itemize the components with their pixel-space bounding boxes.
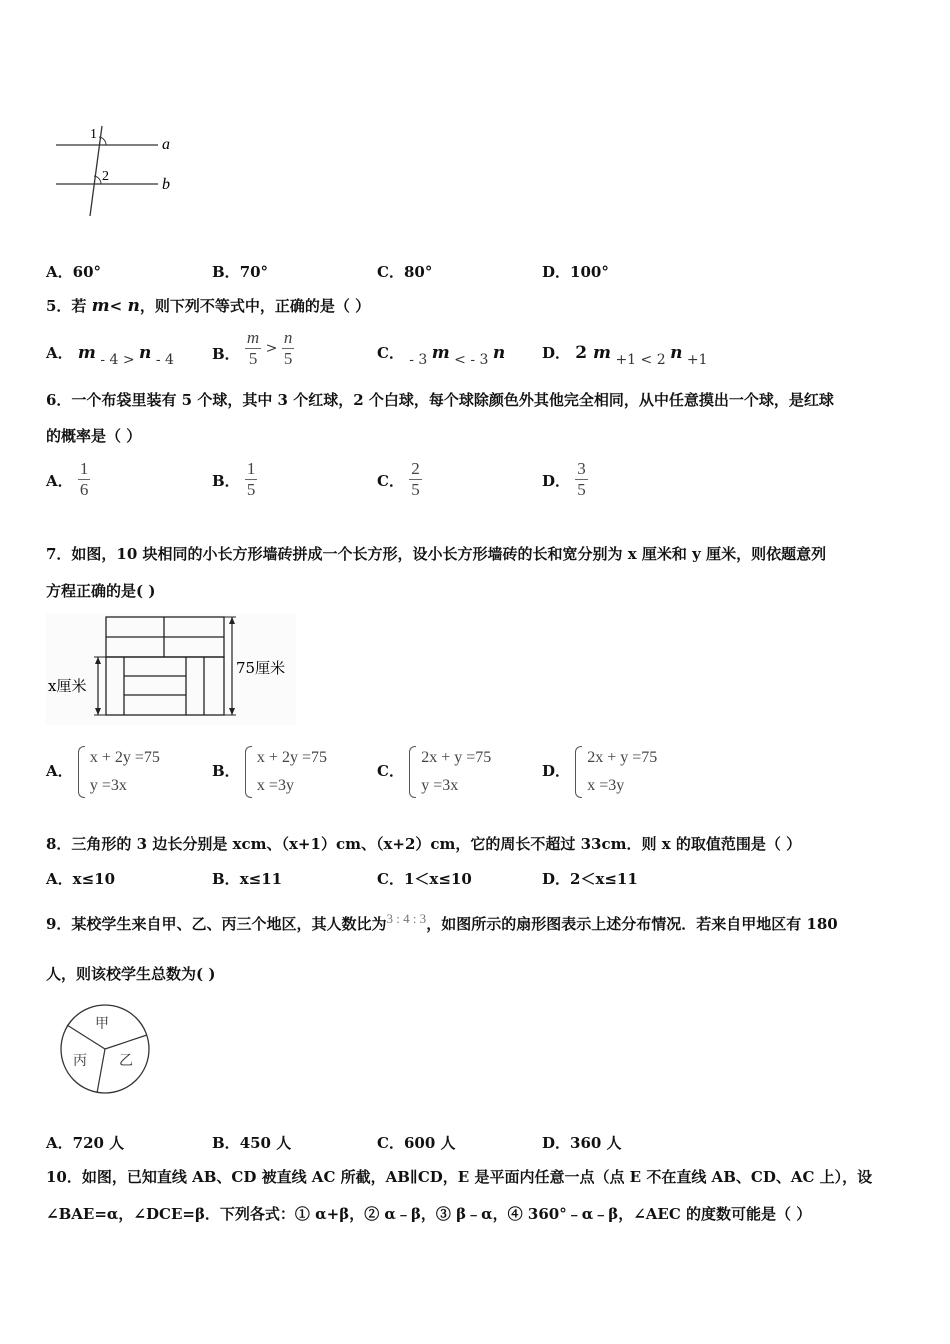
q7-option-c[interactable]: C． 2x + y =75 y =3x [377, 744, 491, 800]
q5-option-b[interactable]: B． $\frac{m}{5}$ > $\frac{n}{5}$ [212, 328, 293, 368]
q5-stem: 5．若 m< n，则下列不等式中，正确的是（ ） [46, 296, 371, 316]
x-cm-label: x厘米 [48, 677, 87, 695]
q7-option-a[interactable]: A． x + 2y =75 y =3x [46, 744, 160, 800]
q6-stem-line1: 6．一个布袋里装有 5 个球，其中 3 个红球，2 个白球，每个球除颜色外其他完全相同，从中任意摸出一个球，是红球 [46, 391, 834, 409]
q6-option-d[interactable]: D． $\frac{3}{5}$ [542, 459, 586, 499]
q8-option-b[interactable]: B．x≤11 [212, 870, 283, 888]
q10-stem-line1: 10．如图，已知直线 AB、CD 被直线 AC 所截，AB∥CD，E 是平面内任意一点（点 E 不在直线 AB、CD、AC 上），设 [46, 1168, 873, 1186]
parallel-lines-figure [50, 118, 190, 223]
q9-option-c[interactable]: C．600 人 [377, 1134, 456, 1152]
pie-chart-figure [55, 1003, 155, 1095]
q9-stem-line2: 人，则该校学生总数为( ) [46, 965, 216, 983]
q6-stem-line2: 的概率是（ ） [46, 427, 142, 445]
q5-option-d[interactable]: D． 2 m +1 < 2 n +1 [542, 343, 708, 368]
pie-label-yi: 乙 [119, 1053, 133, 1069]
line-a-label: a [162, 136, 170, 153]
q9-stem-line1: 9．某校学生来自甲、乙、丙三个地区，其人数比为3 : 4 : 3，如图所示的扇形图表示上述分布情况．若来自甲地区有 180 [46, 911, 838, 933]
pie-label-jia: 甲 [95, 1016, 109, 1032]
ratio-text: 3 : 4 : 3 [386, 911, 427, 926]
q9-option-d[interactable]: D．360 人 [542, 1134, 622, 1152]
75cm-label: 75厘米 [236, 659, 286, 677]
pie-label-bing: 丙 [73, 1053, 87, 1069]
q8-option-c[interactable]: C．1＜x≤10 [377, 870, 472, 888]
q8-option-a[interactable]: A．x≤10 [46, 870, 116, 888]
angle-2-label: 2 [102, 169, 109, 184]
q8-stem: 8．三角形的 3 边长分别是 xcm、（x+1）cm、（x+2）cm，它的周长不超过 33cm．则 x 的取值范围是（ ） [46, 835, 802, 853]
q4-option-a[interactable]: A．60° [46, 263, 102, 281]
q8-option-d[interactable]: D．2＜x≤11 [542, 870, 638, 888]
q5-option-a[interactable]: A． m - 4 > n - 4 [46, 343, 174, 368]
brick-wall-figure [46, 613, 296, 725]
q7-option-b[interactable]: B． x + 2y =75 x =3y [212, 744, 327, 800]
q7-stem-line1: 7．如图，10 块相同的小长方形墙砖拼成一个长方形，设小长方形墙砖的长和宽分别为 x 厘米和 y 厘米，则依题意列 [46, 545, 827, 563]
q4-option-b[interactable]: B．70° [212, 263, 269, 281]
q7-stem-line2: 方程正确的是( ) [46, 582, 156, 600]
q7-option-d[interactable]: D． 2x + y =75 x =3y [542, 744, 657, 800]
q4-option-d[interactable]: D．100° [542, 263, 609, 281]
line-b-label: b [162, 176, 170, 193]
q6-option-a[interactable]: A． $\frac{1}{6}$ [46, 459, 89, 499]
q9-option-a[interactable]: A．720 人 [46, 1134, 125, 1152]
q5-option-c[interactable]: C． - 3 m < - 3 n [377, 343, 506, 368]
q10-stem-line2: ∠BAE=α，∠DCE=β．下列各式：① α+β，② α﹣β，③ β﹣α，④ 360°﹣α﹣β，∠AEC 的度数可能是（ ） [46, 1205, 812, 1223]
q6-option-c[interactable]: C． $\frac{2}{5}$ [377, 459, 420, 499]
angle-1-label: 1 [90, 127, 97, 142]
q4-option-c[interactable]: C．80° [377, 263, 433, 281]
q6-option-b[interactable]: B． $\frac{1}{5}$ [212, 459, 256, 499]
q9-option-b[interactable]: B．450 人 [212, 1134, 292, 1152]
